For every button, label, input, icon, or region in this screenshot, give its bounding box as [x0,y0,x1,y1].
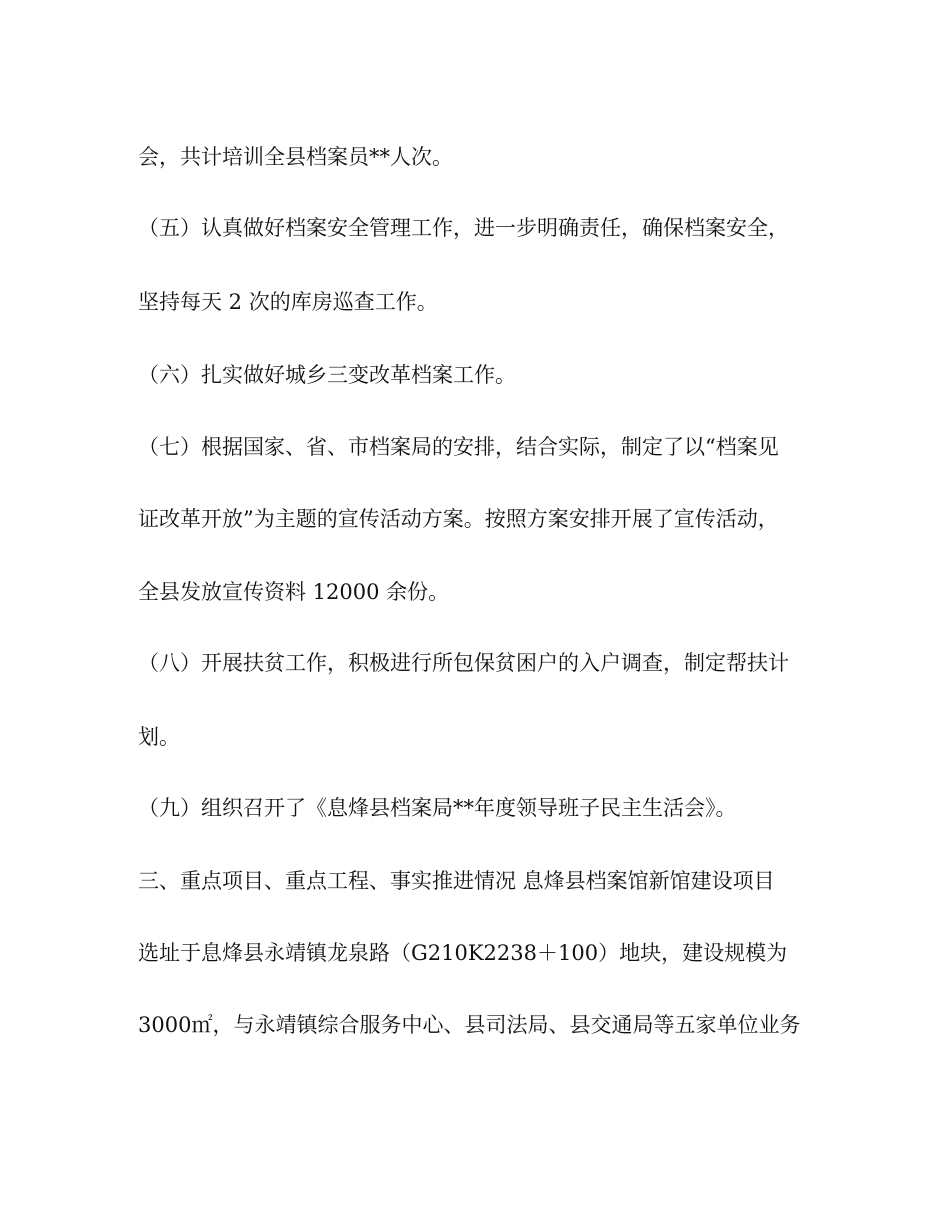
text-line: （五）认真做好档案安全管理工作，进一步明确责任，确保档案安全， [138,216,789,240]
text-line: 全县发放宣传资料 12000 余份。 [138,580,450,604]
text-line: 会，共计培训全县档案员**人次。 [138,145,453,169]
text-line: （七）根据国家、省、市档案局的安排，结合实际，制定了以“档案见 [138,435,779,459]
text-line: （六）扎实做好城乡三变改革档案工作。 [138,363,516,387]
text-line: 选址于息烽县永靖镇龙泉路（G210K2238＋100）地块，建设规模为 [138,941,788,965]
text-line: 坚持每天 2 次的库房巡查工作。 [138,290,438,314]
text-line: （九）组织召开了《息烽县档案局**年度领导班子民主生活会》。 [138,796,737,820]
text-line: 证改革开放”为主题的宣传活动方案。按照方案安排开展了宣传活动， [138,507,779,531]
text-line: （八）开展扶贫工作，积极进行所包保贫困户的入户调查，制定帮扶计 [138,651,789,675]
text-line: 划。 [138,725,180,749]
text-line: 3000㎡，与永靖镇综合服务中心、县司法局、县交通局等五家单位业务 [138,1013,801,1037]
text-line: 三、重点项目、重点工程、事实推进情况 息烽县档案馆新馆建设项目 [138,869,775,893]
